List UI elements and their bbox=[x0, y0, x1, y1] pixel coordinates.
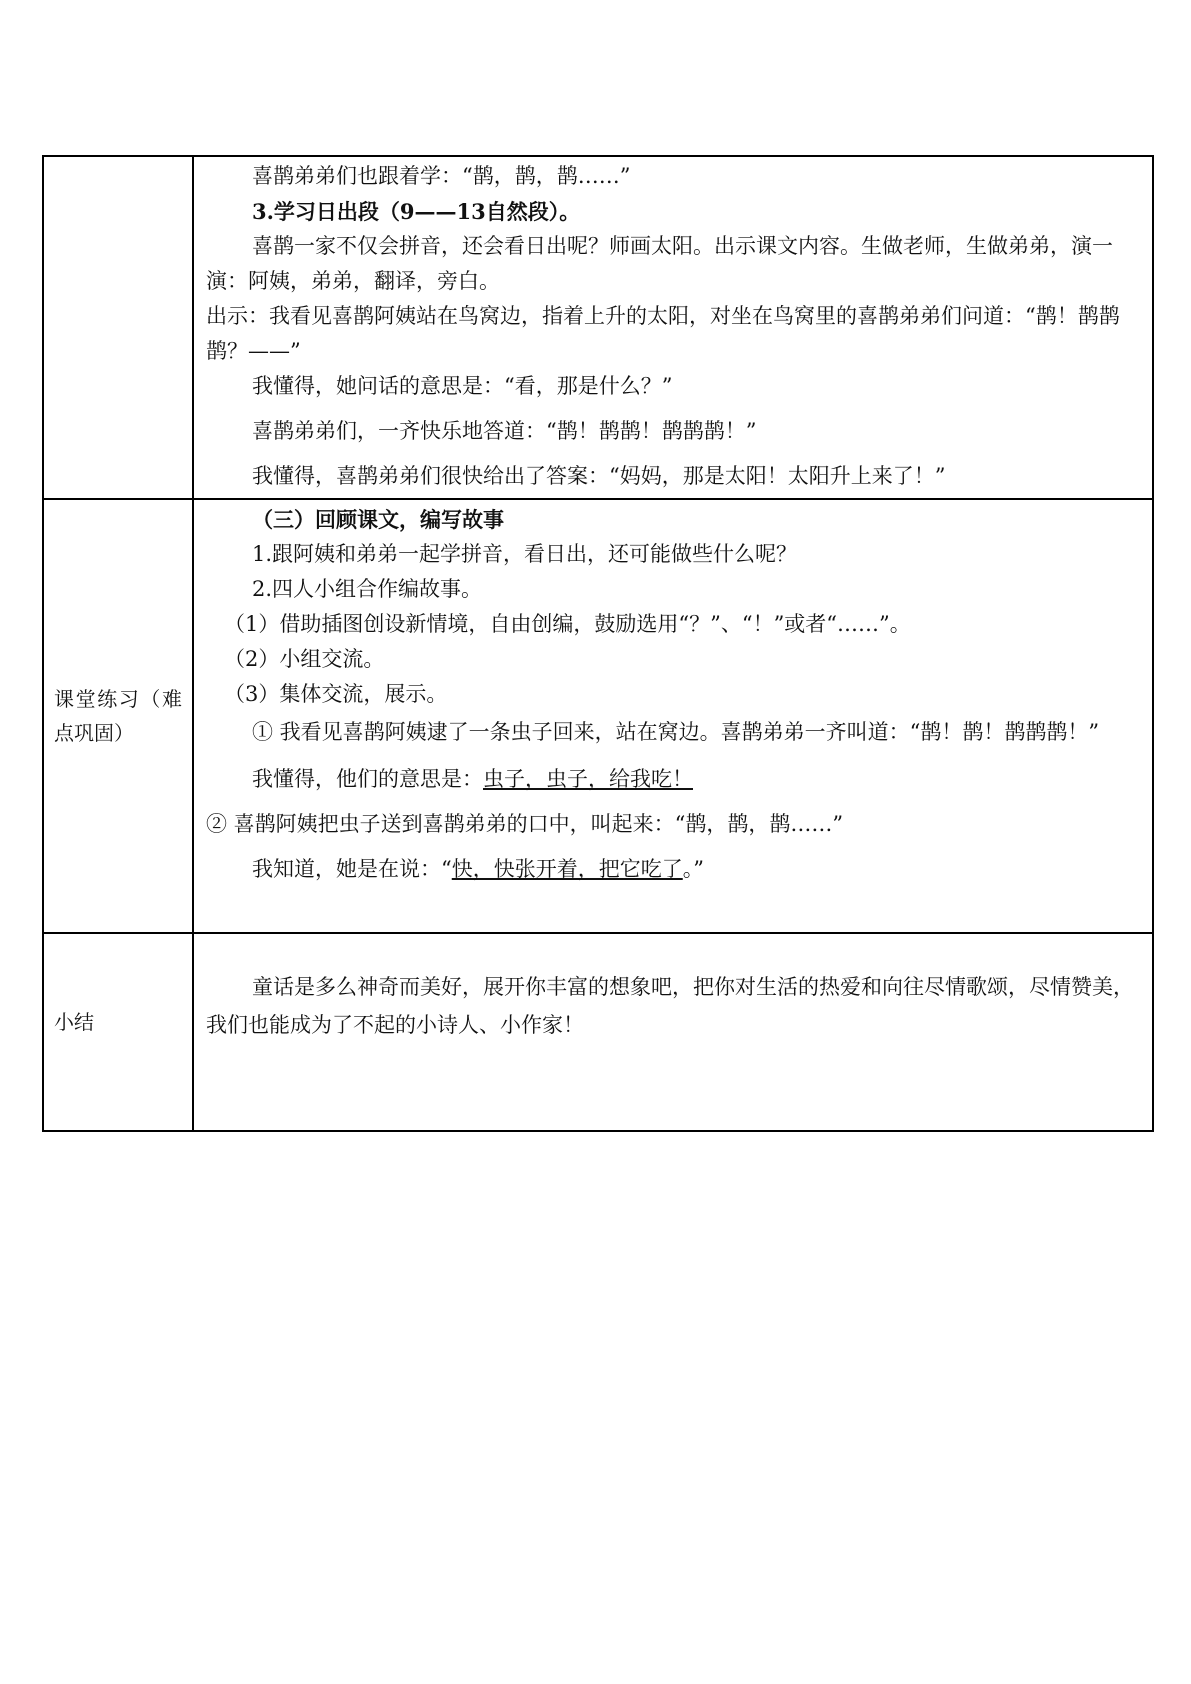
paragraph bbox=[206, 852, 1144, 887]
section-heading: （三）回顾课文，编写故事 bbox=[252, 507, 504, 532]
paragraph: （1）借助插图创设新情境，自由创编，鼓励选用“？”、“！”或者“……”。 bbox=[224, 612, 911, 636]
paragraph: 喜鹊一家不仅会拼音，还会看日出呢？师画太阳。出示课文内容。生做老师，生做弟弟，演一演：阿姨，弟弟，翻译，旁白。 bbox=[206, 234, 1113, 293]
row-content-cell bbox=[193, 933, 1153, 1131]
underlined-answer: 虫子，虫子，给我吃！ bbox=[483, 767, 693, 791]
row-label-cell bbox=[43, 499, 193, 933]
sentence-prefix: 我懂得，他们的意思是： bbox=[252, 767, 483, 791]
paragraph: 出示：我看见喜鹊阿姨站在鸟窝边，指着上升的太阳，对坐在鸟窝里的喜鹊弟弟们问道：“鹊！鹊鹊鹊？——” bbox=[206, 304, 1120, 363]
row-label-cell bbox=[43, 156, 193, 499]
paragraph: 我懂得，喜鹊弟弟们很快给出了答案：“妈妈，那是太阳！太阳升上来了！” bbox=[252, 464, 946, 488]
row-content-cell bbox=[193, 499, 1153, 933]
paragraph: 2.四人小组合作编故事。 bbox=[252, 577, 483, 601]
lesson-plan-table bbox=[42, 155, 1154, 1132]
table-row bbox=[43, 933, 1153, 1131]
row-label: 小结 bbox=[54, 1010, 94, 1034]
paragraph: 1.跟阿姨和弟弟一起学拼音，看日出，还可能做些什么呢？ bbox=[252, 542, 798, 566]
paragraph: ② 喜鹊阿姨把虫子送到喜鹊弟弟的口中，叫起来：“鹊，鹊，鹊……” bbox=[206, 812, 844, 836]
paragraph: 喜鹊弟弟们也跟着学：“鹊，鹊，鹊……” bbox=[252, 164, 631, 188]
summary-text: 童话是多么神奇而美好，展开你丰富的想象吧，把你对生活的热爱和向往尽情歌颂，尽情赞美，我们也能成为了不起的小诗人、小作家！ bbox=[206, 975, 1134, 1037]
paragraph: 我懂得，她问话的意思是：“看，那是什么？” bbox=[252, 374, 673, 398]
row-content-cell bbox=[193, 156, 1153, 499]
paragraph: ① 我看见喜鹊阿姨逮了一条虫子回来，站在窝边。喜鹊弟弟一齐叫道：“鹊！鹊！鹊鹊鹊！” bbox=[252, 720, 1100, 744]
paragraph: （2）小组交流。 bbox=[224, 647, 385, 671]
sentence-suffix: 。” bbox=[682, 857, 704, 881]
row-label-cell bbox=[43, 933, 193, 1131]
row-label: 课堂练习（难点巩固） bbox=[54, 687, 182, 745]
underlined-answer: 快，快张开着，把它吃了 bbox=[451, 857, 683, 881]
table-row bbox=[43, 499, 1153, 933]
section-heading: 3.学习日出段（9——13自然段）。 bbox=[252, 199, 581, 224]
table-row bbox=[43, 156, 1153, 499]
paragraph bbox=[206, 762, 1144, 797]
paragraph: 喜鹊弟弟们，一齐快乐地答道：“鹊！鹊鹊！鹊鹊鹊！” bbox=[252, 419, 757, 443]
sentence-prefix: 我知道，她是在说：“ bbox=[252, 857, 452, 881]
paragraph: （3）集体交流，展示。 bbox=[224, 682, 448, 706]
